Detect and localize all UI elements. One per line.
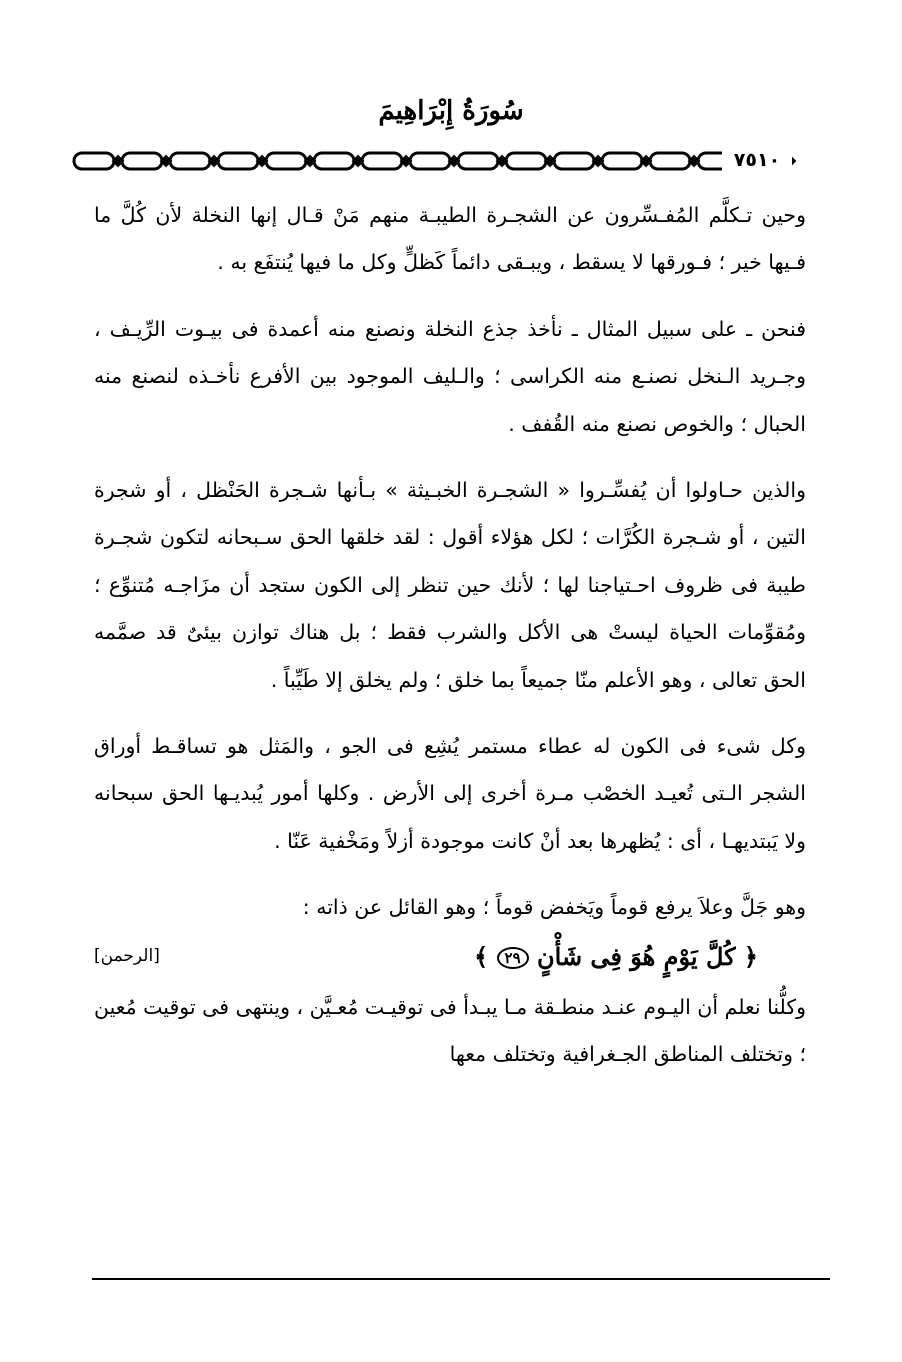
quran-verse-row [94,932,806,984]
paragraph-5: وهو جَلَّ وعلاَ يرفع قوماً ويَخفض قوماً ؛ وهو القائل عن ذاته : [302,895,806,920]
chain-link [122,153,162,169]
verse-text: ﴿ كُلَّ يَوْمٍ هُوَ فِى شَأْنٍ [537,941,758,971]
page-body [94,192,806,1079]
ornamental-border [70,148,830,174]
paragraph-4: وكل شىء فى الكون له عطاء مستمر يُشِع فى الجو ، والمَثل هو تساقـط أوراق الشجر الـتى تُعيـد الخصْب مـرة أخرى إلى الأرض . وكلها أمور يُبديـها الحق سبحانه ولا يَبتديهـا ، أى : يُظهرها بعد أنْ كانت موجودة أزلاً ومَخْفية عَنّا . [94,734,806,853]
chain-link [170,153,210,169]
chain-link [218,153,258,169]
chain-link [458,153,498,169]
chain-link [506,153,546,169]
chain-link [362,153,402,169]
footer-rule [92,1278,830,1280]
paragraph-6: وكلُّنا نعلم أن اليـوم عنـد منطـقة مـا يبـدأ فى توقيـت مُعـيَّن ، وينتهى فى توقيت مُعين ؛ وتختلف المناطق الجـغرافية وتختلف معها [94,994,806,1067]
quran-verse [474,932,758,982]
surah-title: سُورَةُ إِبْرَاهِيمَ [378,96,524,126]
verse-number: ٢٩ [497,947,529,969]
chain-link [266,153,306,169]
chain-link [74,153,114,169]
chain-link [650,153,690,169]
paragraph-3: والذين حـاولوا أن يُفسِّـروا « الشجـرة الخبـيثة » بـأنها شـجرة الحَنْظل ، أو شجرة التين ، أو شـجرة الكُرَّات ؛ لكل هؤلاء أقول : لقد خلقها الحق سـبحانه لتكون شجـرة طيبة فى ظروف احـتياجنا لها ؛ لأنك حين تنظر إلى الكون ستجد أن مزَاجـه مُتنوِّع ؛ ومُقوِّمات الحياة ليستْ هى الأكل والشرب فقط ؛ بل هناك توازن بيئىٌ قد صمَّمه الحق تعالى ، وهو الأعلم منّا جميعاً بما خلق ؛ ولم يخلق إلا طَيِّباً . [94,478,806,692]
chain-link [410,153,450,169]
verse-source: [الرحمن] [94,945,160,966]
paragraph-1: وحين تـكلَّم المُفـسِّرون عن الشجـرة الطيبـة منهم مَنْ قـال إنها النخلة لأن كُلَّ ما فـيها خير ؛ فـورقها لا يسقط ، ويبـقى دائماً كَظلٍّ وكل ما فيها يُنتفَع به . [94,203,806,275]
chain-link [602,153,642,169]
verse-close-bracket: ﴾ [474,941,489,971]
chain-link [314,153,354,169]
chain-link [554,153,594,169]
paragraph-2: فنحن ـ على سبيل المثال ـ نأخذ جذع النخلة ونصنع منه أعمدة فى بيـوت الرِّيـف ، وجـريد الـنخل نصنـع منه الكراسى ؛ والـليف الموجود بين الأفرع نأخـذه لنصنع منه الحبال ؛ والخوص نصنع منه القُفف . [94,316,806,436]
page-number: ٧٥١٠ [722,148,792,172]
